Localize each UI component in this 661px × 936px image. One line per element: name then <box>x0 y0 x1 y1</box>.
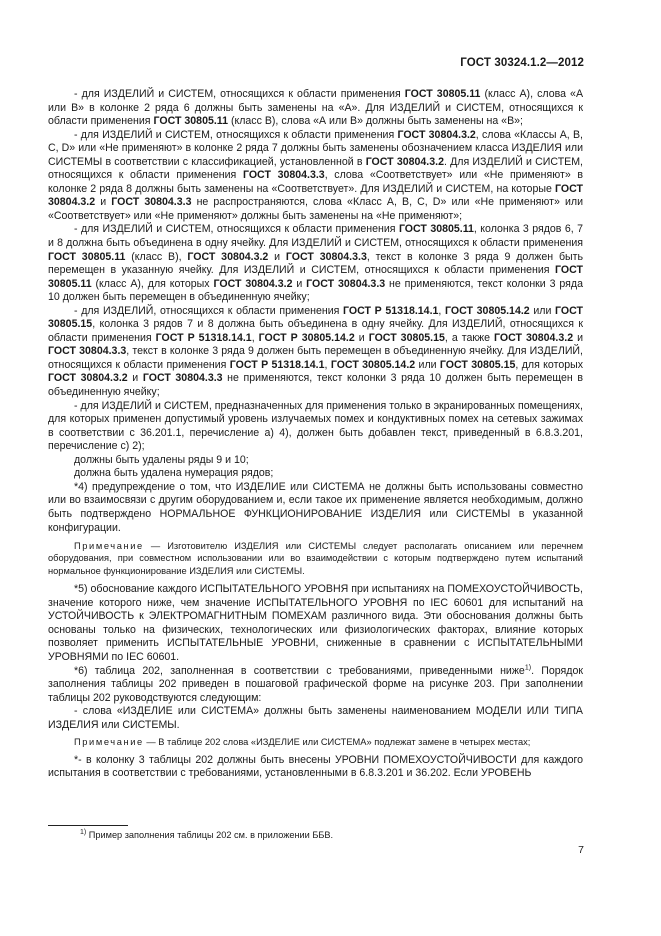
footnote-text: Пример заполнения таблицы 202 см. в приложении ББВ. <box>86 830 334 840</box>
footnote-mark: 1) <box>80 828 87 836</box>
standard-reference: ГОСТ 30804.3.3 <box>306 277 386 290</box>
standard-reference: ГОСТ 30805.11 <box>48 250 126 263</box>
standard-reference: ГОСТ 30804.3.3 <box>48 345 127 358</box>
paragraph: должна быть удалена нумерация рядов; <box>74 467 274 480</box>
standard-reference: ГОСТ 30805.14.2 <box>445 304 530 317</box>
standard-reference: ГОСТ 30804.3.2 <box>213 277 293 290</box>
paragraph: - слова «ИЗДЕЛИЕ или СИСТЕМА» должны быть заменены наименованием МОДЕЛИ ИЛИ ТИПА ИЗДЕЛИЯ или СИСТЕМЫ. <box>48 705 583 731</box>
footnote <box>80 829 333 841</box>
standard-reference: ГОСТ 30804.3.2 <box>48 372 128 385</box>
standard-reference: ГОСТ 30804.3.2 <box>493 331 574 344</box>
standard-reference: ГОСТ 30805.14.2 <box>330 358 416 371</box>
standard-reference: ГОСТ 30804.3.2 <box>48 182 583 209</box>
standard-reference: ГОСТ 30805.15 <box>439 358 516 371</box>
paragraph: *- в колонку 3 таблицы 202 должны быть внесены УРОВНИ ПОМЕХОУСТОЙЧИВОСТИ для каждого испытания в соответствии с требованиями, установленными в 6.8.3.201 и 36.202. Если УРОВЕНЬ <box>48 753 583 780</box>
standard-reference: ГОСТ 30805.11 <box>153 115 228 128</box>
paragraph: - для ИЗДЕЛИЙ и СИСТЕМ, относящихся к области применения ГОСТ 30805.11, колонка 3 рядов 6, 7 и 8 должна быть объединена в одну ячейку. Для ИЗДЕЛИЙ и СИСТЕМ, относящихся к области применения ГОСТ 30805.11 (класс В), ГОСТ 30804.3.2 и ГОСТ 30804.3.3, текст в колонке 3 ряда 9 должен быть перемещен в указанную ячейку. Для ИЗДЕЛИЙ и СИСТЕМ, относящихся к области применения ГОСТ 30805.11 (класс А), для которых ГОСТ 30804.3.2 и ГОСТ 30804.3.3 не применяются, текст колонки 3 ряда 10 должен быть перемещен в объединенную ячейку; <box>48 223 583 304</box>
note-label: Примечание <box>74 737 144 748</box>
note <box>48 736 583 748</box>
standard-reference: ГОСТ Р 51318.14.1 <box>343 304 439 317</box>
paragraph: - для ИЗДЕЛИЙ и СИСТЕМ, относящихся к области применения ГОСТ 30804.3.2, слова «Классы А, В, С, D» или «Не применяют» в колонке 2 ряда 7 должны быть заменены обозначением класса ИЗДЕЛИЯ или СИСТЕМЫ в соответствии с классификацией, установленной в ГОСТ 30804.3.2. Для ИЗДЕЛИЙ и СИСТЕМ, относящихся к области применения ГОСТ 30804.3.3, слова «Соответствует» или «Не применяют» в колонке 2 ряда 8 должны быть заменены на «Соответствует». Для ИЗДЕЛИЙ и СИСТЕМ, на которые ГОСТ 30804.3.2 и ГОСТ 30804.3.3 не распространяются, слова «Класс А, В, С, D» или «Не применяют» или «Соответствует» или «Не применяют» должны быть заменены на «Не применяют»; <box>48 128 584 222</box>
standard-reference: ГОСТ 30804.3.3 <box>285 250 367 263</box>
note-text: — В таблице 202 слова «ИЗДЕЛИЕ или СИСТЕМА» подлежат замене в четырех местах; <box>143 737 531 748</box>
paragraph: - для ИЗДЕЛИЙ и СИСТЕМ, предназначенных для применения только в экранированных помещениях, для которых применен допустимый уровень излучаемых помех и кондуктивных помех на сетевых зажимах в соответствии с 36.201.1, перечисление а) 4), должен быть добавлен текст, приведенный в 6.8.3.201, перечисление с) 2); <box>48 399 583 453</box>
standard-header: ГОСТ 30324.1.2—2012 <box>460 57 584 69</box>
footnote-divider <box>48 825 128 826</box>
standard-reference: ГОСТ 30804.3.3 <box>242 169 325 182</box>
standard-reference: ГОСТ Р 30805.14.2 <box>258 331 355 344</box>
standard-reference: ГОСТ 30804.3.3 <box>111 196 192 209</box>
paragraph: *4) предупреждение о том, что ИЗДЕЛИЕ или СИСТЕМА не должны быть использованы совместно или во взаимосвязи с другим оборудованием и, если такое их применение является необходимым, должно быть подтверждено НОРМАЛЬНОЕ ФУНКЦИОНИРОВАНИЕ ИЗДЕЛИЯ или СИСТЕМЫ в указанной конфигурации. <box>48 480 583 534</box>
note-label: Примечание <box>74 541 144 552</box>
standard-reference: ГОСТ 30805.11 <box>398 223 474 236</box>
footnote-ref: 1) <box>524 664 532 672</box>
standard-reference: ГОСТ 30805.15 <box>368 331 445 344</box>
paragraph: - для ИЗДЕЛИЙ, относящихся к области применения ГОСТ Р 51318.14.1, ГОСТ 30805.14.2 или ГОСТ 30805.15, колонка 3 рядов 7 и 8 должна быть объединена в одну ячейку. Для ИЗДЕЛИЙ, относящихся к области применения ГОСТ Р 51318.14.1, ГОСТ Р 30805.14.2 и ГОСТ 30805.15, а также ГОСТ 30804.3.2 и ГОСТ 30804.3.3, текст в колонке 3 ряда 9 должен быть перемещен в объединенную ячейку. Для ИЗДЕЛИЙ, относящихся к области применения ГОСТ Р 51318.14.1, ГОСТ 30805.14.2 или ГОСТ 30805.15, для которых ГОСТ 30804.3.2 и ГОСТ 30804.3.3 не применяются, текст колонки 3 ряда 10 должен быть перемещен в объединенную ячейку; <box>48 304 584 399</box>
note-text: — Изготовителю ИЗДЕЛИЯ или СИСТЕМЫ следует располагать описанием или перечнем оборудования, при совместном использовании или во взаимодействии с которым подтверждено путем испытаний нормальное функционирование ИЗДЕЛИЯ или СИСТЕМЫ. <box>48 541 583 576</box>
standard-reference: ГОСТ Р 51318.14.1 <box>229 358 325 371</box>
paragraph-text: . Порядок заполнения таблицы 202 приведен в пошаговой графической форме на рисунке 203. При заполнении таблицы 202 руководствуются следующим: <box>48 664 583 704</box>
standard-reference: ГОСТ 30804.3.3 <box>142 372 223 385</box>
paragraph: *5) обоснование каждого ИСПЫТАТЕЛЬНОГО УРОВНЯ при испытаниях на ПОМЕХОУСТОЙЧИВОСТЬ, значение которого ниже, чем значение ИСПЫТАТЕЛЬНОГО УРОВНЯ по IEC 60601 для испытаний на УСТОЙЧИВОСТЬ к ЭЛЕКТРОМАГНИТНЫМ ПОМЕХАМ различного вида. Эти обоснования должны быть основаны только на физических, технологических или физиологических факторах, влияние которых позволяет применить ИСПЫТАТЕЛЬНЫЕ УРОВНИ, сниженные в сравнении с ИСПЫТАТЕЛЬНЫМИ УРОВНЯМИ по IEC 60601. <box>48 583 583 663</box>
paragraph: - для ИЗДЕЛИЙ и СИСТЕМ, относящихся к области применения ГОСТ 30805.11 (класс А), слова «А или В» в колонке 2 ряда 6 должны быть заменены на «А». Для ИЗДЕЛИЙ и СИСТЕМ, относящихся к области применения ГОСТ 30805.11 (класс В), слова «А или В» должны быть заменены на «В»; <box>48 88 584 128</box>
standard-reference: ГОСТ 30805.11 <box>404 88 481 100</box>
page-number: 7 <box>578 844 584 856</box>
standard-reference: ГОСТ Р 51318.14.1 <box>155 331 252 344</box>
paragraph <box>48 665 583 706</box>
standard-reference: ГОСТ 30804.3.2 <box>187 250 269 263</box>
standard-reference: ГОСТ 30804.3.2 <box>397 128 476 141</box>
paragraph-text: *6) таблица 202, заполненная в соответствии с требованиями, приведенными ниже <box>74 664 525 677</box>
body-text <box>48 88 583 781</box>
standard-reference: ГОСТ 30805.15 <box>48 304 584 331</box>
standard-reference: ГОСТ 30804.3.2 <box>365 155 444 168</box>
standard-reference: ГОСТ 30805.11 <box>48 264 583 290</box>
note <box>48 540 583 577</box>
paragraph: должны быть удалены ряды 9 и 10; <box>74 453 249 466</box>
